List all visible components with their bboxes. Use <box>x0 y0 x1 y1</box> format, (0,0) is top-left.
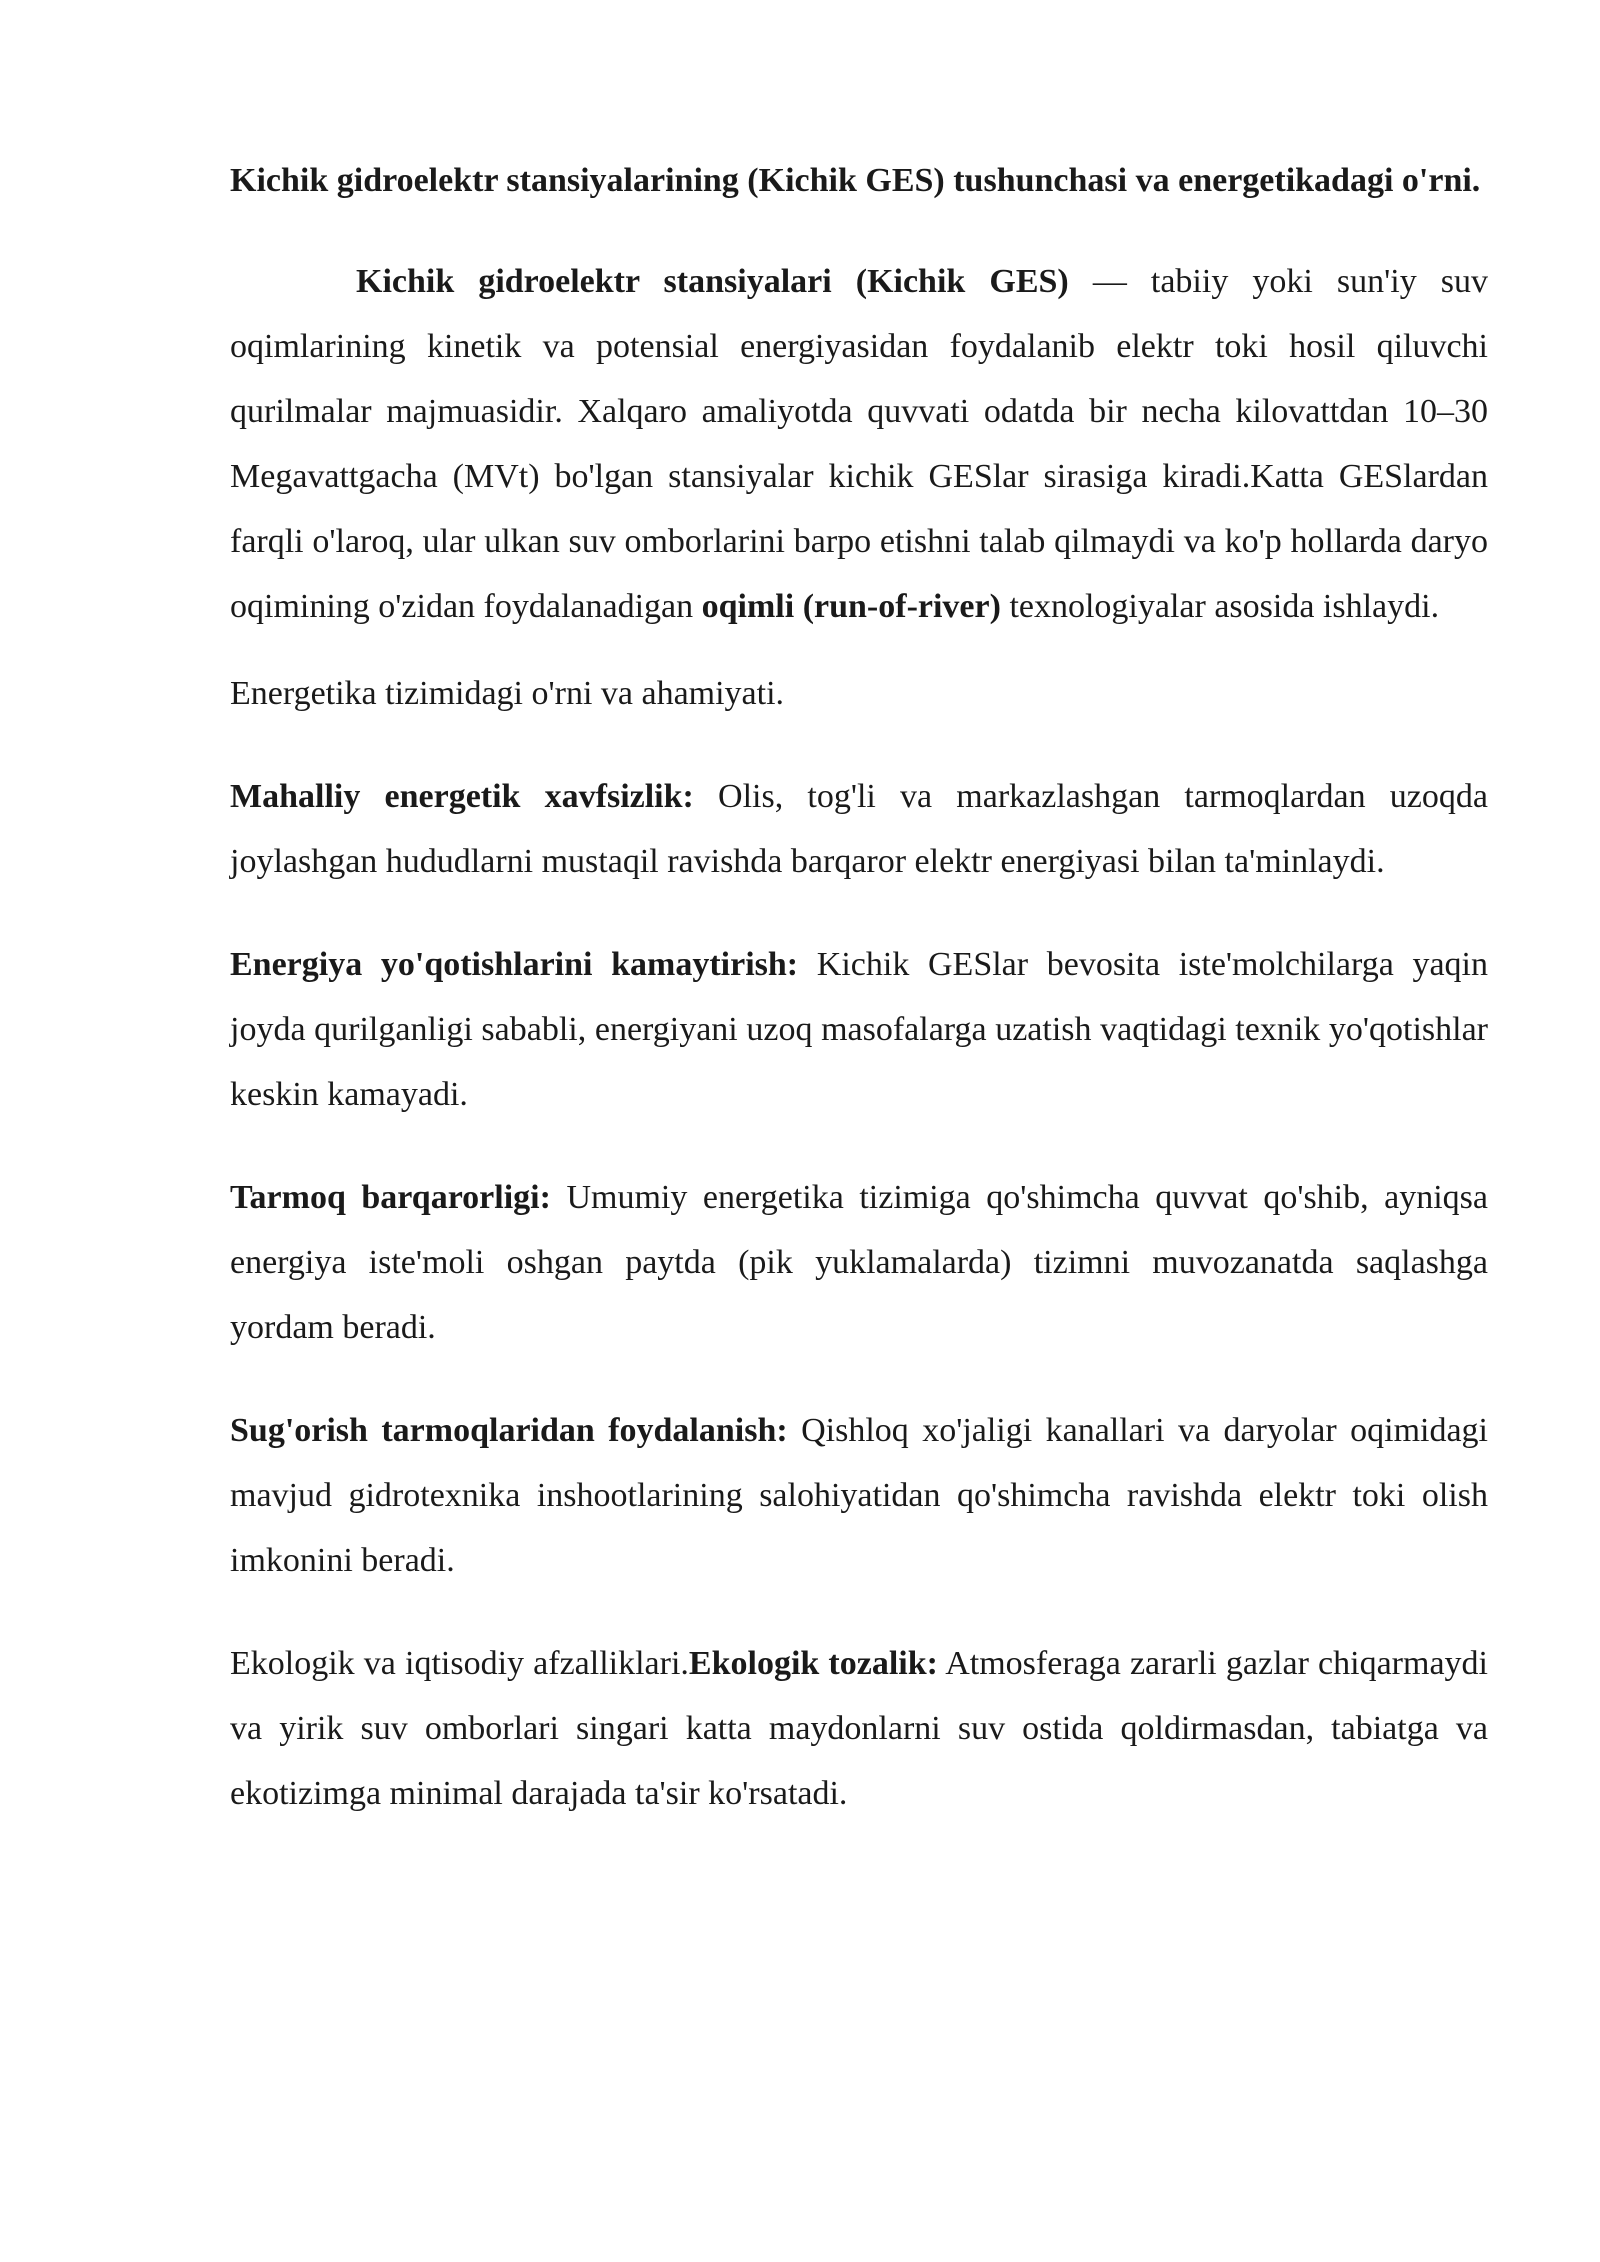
item-text: Kichik GESlar bevosita iste'molchilarga yaqin joyda qurilganligi sababli, energiyani uzoq masofalarga uzatish vaqtidagi texnik yo'qotishlar keskin kamayadi. <box>230 946 1488 1113</box>
item-label: Sug'orish tarmoqlaridan foydalanish: <box>230 1412 788 1449</box>
final-paragraph <box>230 1631 1488 1826</box>
intro-text-1: — tabiiy yoki sun'iy suv oqimlarining kinetik va potensial energiyasidan foydalanib elektr toki hosil qiluvchi qurilmalar majmuasidir. Xalqaro amaliyotda quvvati odatda bir necha kilovattdan 10–30 Megavattgacha (MVt) bo'lgan stansiyalar kichik GESlar sirasiga kiradi.Katta GESlardan farqli o'laroq, ular ulkan suv omborlarini barpo etishni talab qilmaydi va ko'p hollarda daryo oqimining o'zidan foydalanadigan <box>230 263 1488 625</box>
item-loss-reduction <box>230 932 1488 1127</box>
item-label: Energiya yo'qotishlarini kamaytirish: <box>230 946 799 983</box>
intro-text-2: texnologiyalar asosida ishlaydi. <box>1000 588 1440 625</box>
item-label: Tarmoq barqarorligi: <box>230 1179 551 1216</box>
intro-term: Kichik gidroelektr stansiyalari (Kichik GES) <box>356 263 1069 300</box>
item-irrigation-use <box>230 1398 1488 1593</box>
intro-bold-term: oqimli (run-of-river) <box>701 588 1001 625</box>
item-local-security <box>230 764 1488 894</box>
item-text: Umumiy energetika tizimiga qo'shimcha quvvat qo'shib, ayniqsa energiya iste'moli oshgan paytda (pik yuklamalarda) tizimni muvozanatda saqlashga yordam beradi. <box>230 1179 1489 1346</box>
item-label: Mahalliy energetik xavfsizlik: <box>230 778 694 815</box>
item-text: Qishloq xo'jaligi kanallari va daryolar oqimidagi mavjud gidrotexnika inshootlarining salohiyatidan qo'shimcha ravishda elektr toki olish imkonini beradi. <box>230 1412 1488 1579</box>
item-text: Olis, tog'li va markazlashgan tarmoqlardan uzoqda joylashgan hududlarni mustaqil ravishda barqaror elektr energiyasi bilan ta'minlaydi. <box>230 778 1488 880</box>
document-page <box>230 148 1488 1864</box>
final-label: Ekologik tozalik: <box>688 1645 938 1682</box>
final-text: Atmosferaga zararli gazlar chiqarmaydi va yirik suv omborlari singari katta maydonlarni suv ostida qoldirmasdan, tabiatga va ekotizimga minimal darajada ta'sir ko'rsatadi. <box>230 1645 1488 1812</box>
final-lead: Ekologik va iqtisodiy afzalliklari. <box>230 1645 689 1682</box>
intro-paragraph <box>230 249 1488 639</box>
document-title: Kichik gidroelektr stansiyalarining (Kichik GES) tushunchasi va energetikadagi o'rni. <box>230 162 1481 199</box>
section-heading: Energetika tizimidagi o'rni va ahamiyati. <box>230 675 785 712</box>
item-grid-stability <box>230 1165 1488 1360</box>
